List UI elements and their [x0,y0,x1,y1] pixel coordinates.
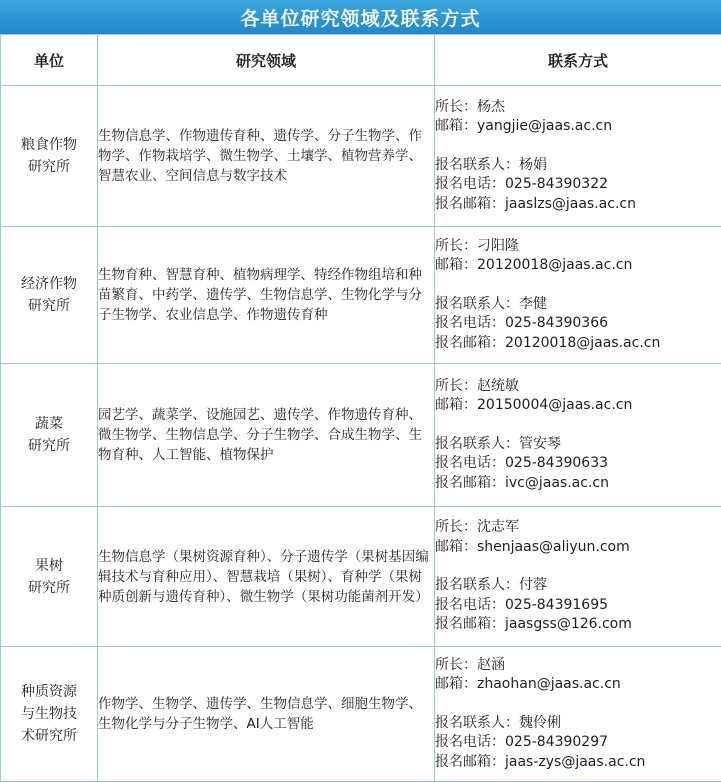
contact-cell [435,647,721,782]
director-email[interactable]: 邮箱：20120018@jaas.ac.cn [435,256,721,276]
unit-cell [1,507,98,647]
director-email[interactable]: 邮箱：zhaohan@jaas.ac.cn [435,675,721,695]
unit-line: 蔬菜 [1,413,97,435]
registration-email[interactable]: 报名邮箱：jaasgss@126.com [435,615,721,635]
header-row [1,35,721,86]
unit-line: 粮食作物 [1,134,97,156]
director-email[interactable]: 邮箱：yangjie@jaas.ac.cn [435,117,721,137]
research-field-cell: 生物育种、智慧育种、植物病理学、特经作物组培和种苗繁育、中药学、遗传学、生物信息学、生物化学与分子生物学、农业信息学、作物遗传育种 [98,227,435,364]
research-field-cell: 园艺学、蔬菜学、设施园艺、遗传学、作物遗传育种、微生物学、生物信息学、分子生物学、合成生物学、生物育种、人工智能、植物保护 [98,364,435,507]
registration-email[interactable]: 报名邮箱：ivc@jaas.ac.cn [435,474,721,494]
contact-cell [435,86,721,227]
unit-cell [1,364,98,507]
registration-email[interactable]: 报名邮箱：jaaslzs@jaas.ac.cn [435,195,721,215]
director-name: 所长：赵统敏 [435,377,721,397]
table-row [1,507,721,647]
unit-line: 术研究所 [1,725,97,747]
director-name: 所长：赵涵 [435,656,721,676]
unit-cell [1,647,98,782]
contact-cell [435,227,721,364]
registration-contact: 报名联系人：魏伶俐 [435,714,721,734]
unit-cell [1,86,98,227]
director-email[interactable]: 邮箱：shenjaas@aliyun.com [435,538,721,558]
unit-line: 研究所 [1,295,97,317]
registration-contact: 报名联系人：杨娟 [435,156,721,176]
table-row [1,86,721,227]
research-field-cell: 生物信息学（果树资源育种）、分子遗传学（果树基因编辑技术与育种应用）、智慧栽培（果树）、育种学（果树种质创新与遗传育种）、微生物学（果树功能菌剂开发） [98,507,435,647]
table-row [1,647,721,782]
table-row [1,364,721,507]
unit-line: 经济作物 [1,273,97,295]
registration-phone: 报名电话：025-84391695 [435,596,721,616]
research-field-cell: 作物学、生物学、遗传学、生物信息学、细胞生物学、生物化学与分子生物学、AI人工智能 [98,647,435,782]
header-field: 研究领域 [98,35,435,86]
registration-phone: 报名电话：025-84390322 [435,175,721,195]
unit-line: 与生物技 [1,703,97,725]
director-name: 所长：刁阳隆 [435,237,721,257]
header-unit: 单位 [1,35,98,86]
registration-contact: 报名联系人：管安琴 [435,435,721,455]
registration-email[interactable]: 报名邮箱：jaas-zys@jaas.ac.cn [435,753,721,773]
unit-line: 果树 [1,555,97,577]
unit-line: 研究所 [1,156,97,178]
unit-line: 研究所 [1,435,97,457]
registration-phone: 报名电话：025-84390366 [435,314,721,334]
director-email[interactable]: 邮箱：20150004@jaas.ac.cn [435,396,721,416]
title-banner [0,0,721,34]
page-title: 各单位研究领域及联系方式 [240,4,480,31]
unit-cell [1,227,98,364]
registration-phone: 报名电话：025-84390297 [435,733,721,753]
contact-cell [435,364,721,507]
contact-table [0,34,721,782]
table-row [1,227,721,364]
header-contact: 联系方式 [435,35,721,86]
unit-line: 种质资源 [1,681,97,703]
contact-cell [435,507,721,647]
director-name: 所长：杨杰 [435,98,721,118]
registration-email[interactable]: 报名邮箱：20120018@jaas.ac.cn [435,334,721,354]
director-name: 所长：沈志军 [435,518,721,538]
unit-line: 研究所 [1,577,97,599]
registration-phone: 报名电话：025-84390633 [435,454,721,474]
research-field-cell: 生物信息学、作物遗传育种、遗传学、分子生物学、作物学、作物栽培学、微生物学、土壤学、植物营养学、智慧农业、空间信息与数字技术 [98,86,435,227]
registration-contact: 报名联系人：付蓉 [435,576,721,596]
registration-contact: 报名联系人：李健 [435,295,721,315]
